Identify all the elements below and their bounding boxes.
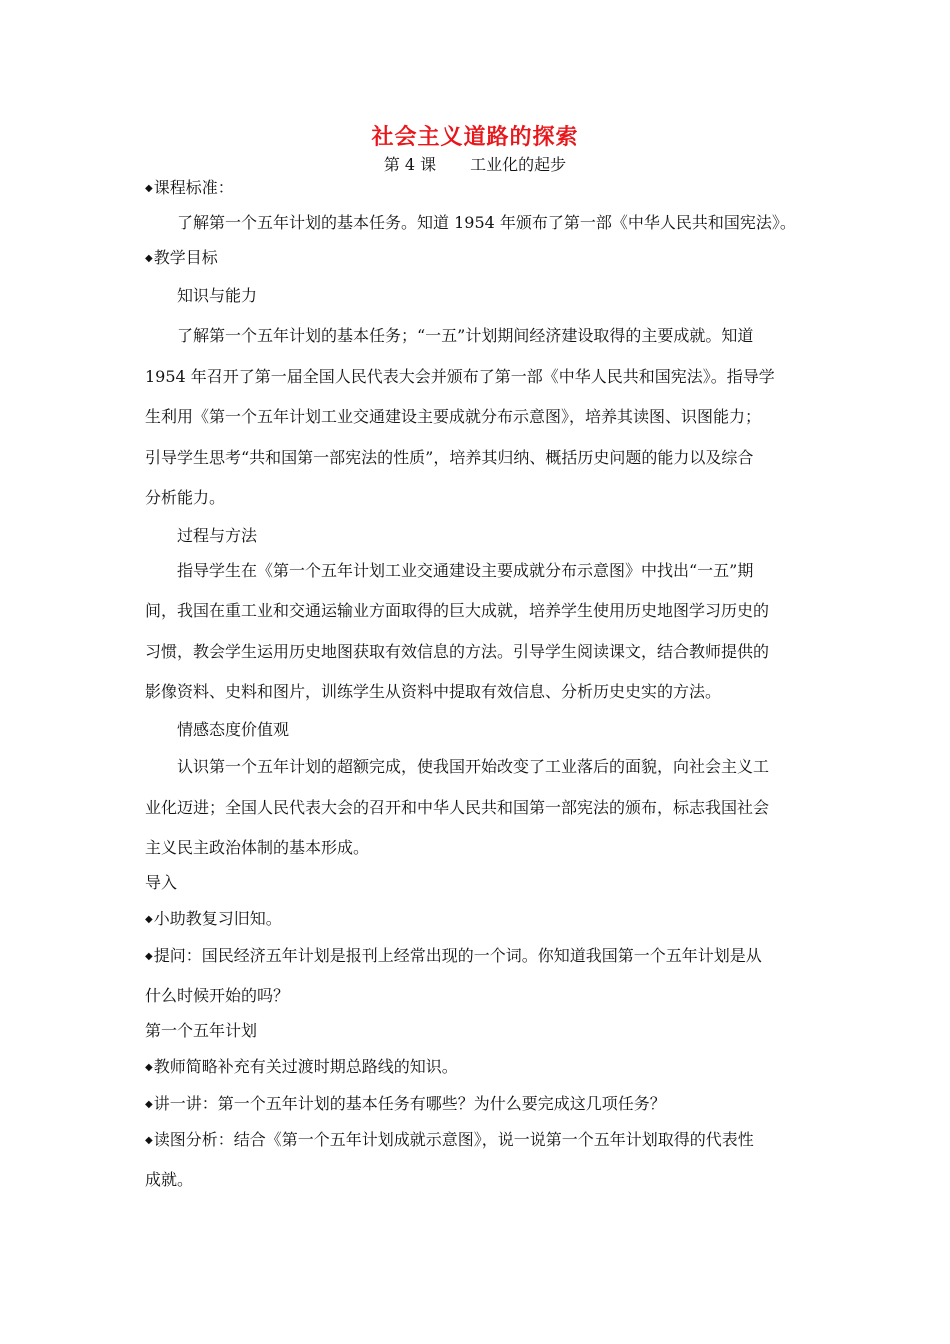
- emotion-line: 业化迈进；全国人民代表大会的召开和中华人民共和国第一部宪法的颁布，标志我国社会: [145, 798, 770, 817]
- bullet-icon: ◆: [145, 951, 153, 962]
- fyp-item: ◆读图分析：结合《第一个五年计划成就示意图》，说一说第一个五年计划取得的代表性: [145, 1130, 754, 1149]
- lesson-number: 第 4 课: [383, 155, 437, 174]
- bullet-icon: ◆: [145, 183, 153, 194]
- curriculum-text: 了解第一个五年计划的基本任务。知道 1954 年颁布了第一部《中华人民共和国宪法》。: [177, 213, 796, 232]
- emotion-line: 认识第一个五年计划的超额完成，使我国开始改变了工业落后的面貌，向社会主义工: [177, 757, 770, 776]
- objectives-heading: ◆教学目标: [145, 248, 218, 267]
- fyp-item: ◆讲一讲：第一个五年计划的基本任务有哪些？为什么要完成这几项任务？: [145, 1094, 666, 1113]
- process-heading: 过程与方法: [177, 526, 258, 545]
- lesson-subtitle: [0, 152, 950, 175]
- process-line: 影像资料、史料和图片，训练学生从资料中提取有效信息、分析历史史实的方法。: [145, 682, 722, 701]
- intro-item: ◆小助教复习旧知。: [145, 909, 282, 928]
- knowledge-line: 引导学生思考“共和国第一部宪法的性质”，培养其归纳、概括历史问题的能力以及综合: [145, 448, 754, 467]
- intro-heading: 导入: [145, 873, 178, 892]
- emotion-heading: 情感态度价值观: [177, 720, 290, 739]
- bullet-icon: ◆: [145, 1135, 153, 1146]
- intro-item-cont: 什么时候开始的吗？: [145, 986, 290, 1005]
- page-title: 社会主义道路的探索: [371, 124, 579, 150]
- knowledge-line: 分析能力。: [145, 488, 226, 507]
- fyp-item-cont: 成就。: [145, 1170, 194, 1189]
- curriculum-heading: ◆课程标准：: [145, 178, 234, 197]
- knowledge-line: 生利用《第一个五年计划工业交通建设主要成就分布示意图》，培养其读图、识图能力；: [145, 407, 762, 426]
- process-line: 间，我国在重工业和交通运输业方面取得的巨大成就，培养学生使用历史地图学习历史的: [145, 601, 770, 620]
- process-line: 习惯，教会学生运用历史地图获取有效信息的方法。引导学生阅读课文，结合教师提供的: [145, 642, 770, 661]
- process-line: 指导学生在《第一个五年计划工业交通建设主要成就分布示意图》中找出“一五”期: [177, 561, 754, 580]
- knowledge-line: 1954 年召开了第一届全国人民代表大会并颁布了第一部《中华人民共和国宪法》。指导学: [145, 367, 775, 386]
- bullet-icon: ◆: [145, 1099, 153, 1110]
- lesson-name: 工业化的起步: [470, 155, 567, 174]
- bullet-icon: ◆: [145, 1062, 153, 1073]
- emotion-line: 主义民主政治体制的基本形成。: [145, 838, 370, 857]
- fyp-heading: 第一个五年计划: [145, 1021, 258, 1040]
- bullet-icon: ◆: [145, 914, 153, 925]
- knowledge-heading: 知识与能力: [177, 286, 258, 305]
- bullet-icon: ◆: [145, 253, 153, 264]
- fyp-item: ◆教师简略补充有关过渡时期总路线的知识。: [145, 1057, 458, 1076]
- intro-item: ◆提问：国民经济五年计划是报刊上经常出现的一个词。你知道我国第一个五年计划是从: [145, 946, 762, 965]
- knowledge-line: 了解第一个五年计划的基本任务；“一五”计划期间经济建设取得的主要成就。知道: [177, 326, 754, 345]
